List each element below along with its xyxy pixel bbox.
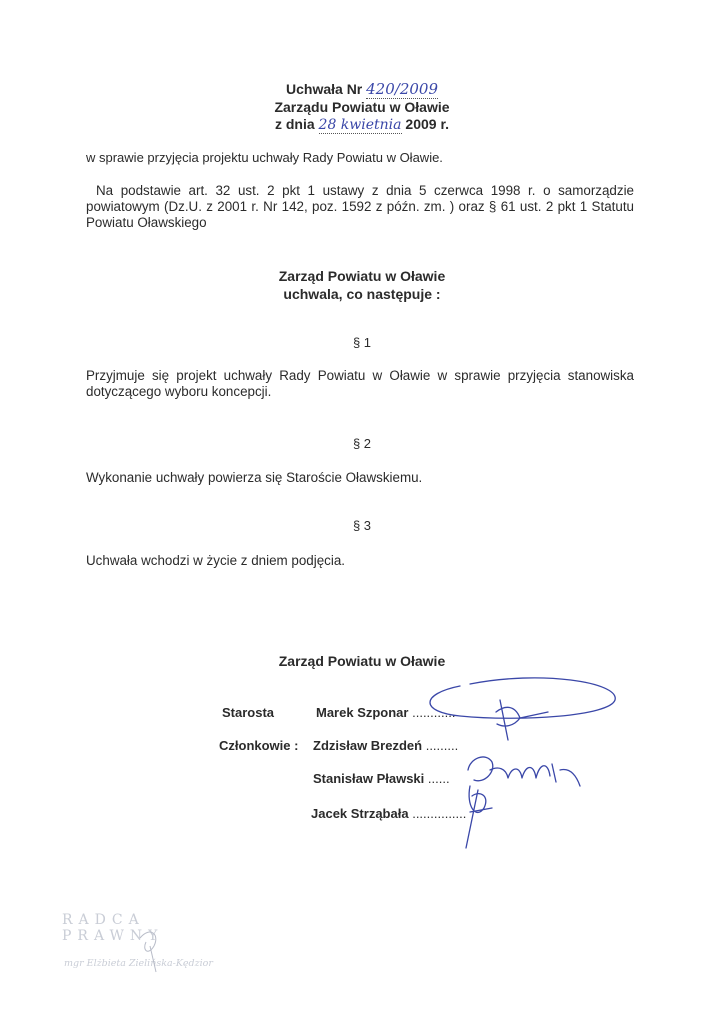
legal-basis-paragraph: Na podstawie art. 32 ust. 2 pkt 1 ustawy z dnia 5 czerwca 1998 r. o samorządzie powiatowym (Dz.U. z 2001 r. Nr 142, poz. 1592 z późn. zm. ) oraz § 61 ust. 2 pkt 1 Statutu Powiatu Oławskiego (86, 183, 634, 230)
role-members: Członkowie : (219, 738, 299, 753)
section-1-text: Przyjmuje się projekt uchwały Rady Powiatu w Oławie w sprawie przyjęcia stanowiska dotyczącego wyboru koncepcji. (86, 368, 634, 399)
signatory-name: Jacek Strząbała (311, 806, 409, 821)
signature-heading: Zarząd Powiatu w Oławie (278, 653, 446, 669)
section-1-mark: § 1 (352, 335, 372, 350)
signature-dots: ............ (412, 705, 456, 720)
resolution-number-handwritten: 420/2009 (366, 80, 438, 98)
resolution-subject: w sprawie przyjęcia projektu uchwały Rady Powiatu w Oławie. (86, 150, 443, 165)
section-3-mark: § 3 (352, 518, 372, 533)
date-prefix: z dnia (274, 116, 315, 132)
board-heading: Zarząd Powiatu w Oławie (278, 268, 446, 284)
stamp-title: RADCA PRAWNY (62, 912, 164, 944)
section-2-mark: § 2 (352, 436, 372, 451)
role-starosta: Starosta (222, 705, 275, 720)
signature-dots: ...... (427, 771, 450, 786)
date-suffix: 2009 r. (405, 116, 450, 132)
section-2-text: Wykonanie uchwały powierza się Staroście Oławskiemu. (86, 470, 423, 485)
stamp-name: mgr Elżbieta Zielińska-Kędzior (64, 958, 213, 969)
signatory-name: Marek Szponar (316, 705, 409, 720)
signature-dots: ............... (412, 806, 467, 821)
signatory-name: Zdzisław Brezdeń (313, 738, 423, 753)
section-3-text: Uchwała wchodzi w życie z dniem podjęcia. (86, 553, 345, 568)
resolves-heading: uchwala, co następuje : (283, 286, 441, 302)
signatory-name: Stanisław Pławski (313, 771, 425, 786)
issuer-line: Zarządu Powiatu w Oławie (274, 99, 450, 115)
resolution-number-prefix: Uchwała Nr (286, 81, 363, 97)
date-handwritten: 28 kwietnia (318, 117, 402, 133)
signature-dots: ......... (425, 738, 459, 753)
